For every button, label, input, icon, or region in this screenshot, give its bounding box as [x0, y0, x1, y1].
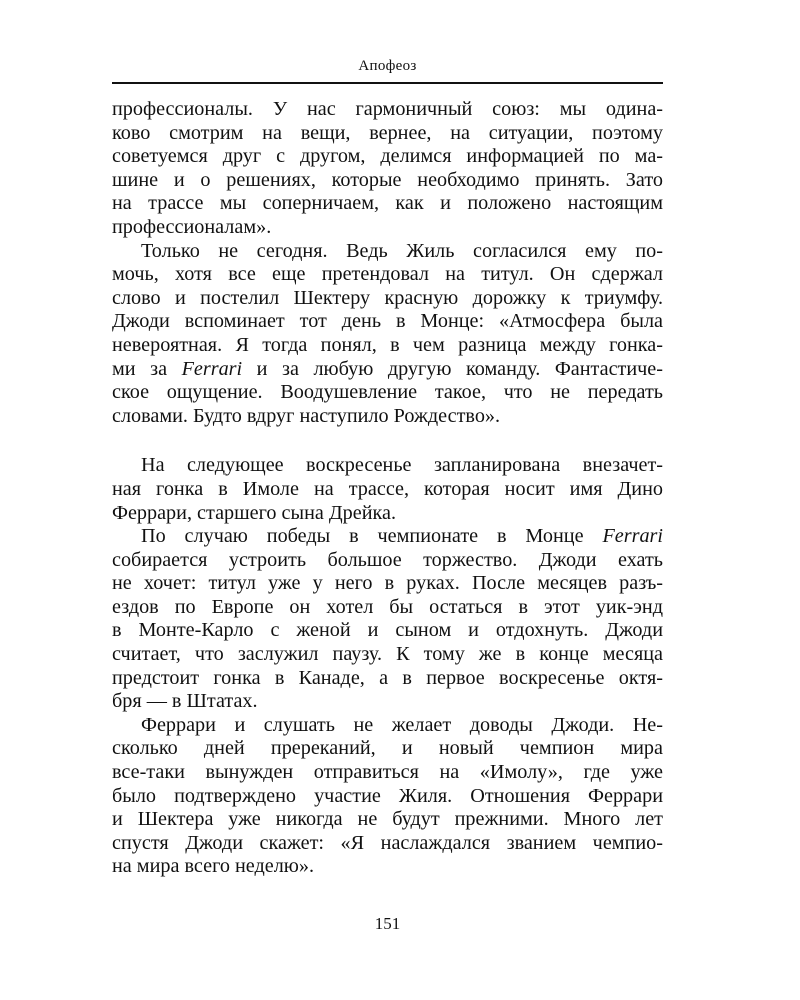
paragraph-4 [112, 525, 663, 714]
paragraph-2 [112, 240, 663, 429]
text-line-with-italic [112, 358, 663, 382]
italic-brand-name: Ferrari [181, 357, 243, 380]
text-segment: и за любую другую команду. Фантастиче- [242, 357, 663, 380]
text-line: невероятная. Я тогда понял, в чем разница между гонка- [112, 333, 663, 356]
text-line: ское ощущение. Воодушевление такое, что не передать [112, 381, 663, 404]
text-line: Джоди вспоминает тот день в Монце: «Атмосфера была [112, 310, 663, 333]
text-line: ково смотрим на вещи, вернее, на ситуации, поэтому [112, 121, 663, 144]
text-line: профессионалам». [112, 215, 272, 238]
text-line: слово и постелил Шектеру красную дорожку к триумфу. [112, 286, 663, 309]
text-line: собирается устроить большое торжество. Джоди ехать [112, 548, 663, 571]
text-line: шине и о решениях, которые необходимо принять. Зато [112, 168, 663, 191]
section-break [112, 428, 663, 454]
text-line: словами. Будто вдруг наступило Рождество». [112, 404, 501, 427]
text-segment: ми за [112, 357, 182, 380]
header-rule [112, 82, 663, 84]
text-line: советуемся друг с другом, делимся информацией по ма- [112, 145, 663, 168]
text-line: на мира всего неделю». [112, 855, 315, 878]
text-line: На следующее воскресенье запланирована внезачет- [141, 454, 663, 477]
text-line: предстоит гонка в Канаде, а в первое воскресенье октя- [112, 666, 663, 689]
body-text [112, 98, 663, 879]
paragraph-5 [112, 714, 663, 879]
text-segment: По случаю победы в чемпионате в Монце [141, 525, 603, 548]
page-number: 151 [374, 914, 401, 933]
running-head: Апофеоз [358, 58, 417, 74]
text-line: Только не сегодня. Ведь Жиль согласился ему по- [141, 239, 663, 262]
text-line: и Шектера уже никогда не будут прежними. Много лет [112, 808, 663, 831]
text-line: считает, что заслужил паузу. К тому же в конце месяца [112, 643, 663, 666]
text-line-with-italic [112, 525, 663, 549]
text-line: бря — в Штатах. [112, 690, 258, 713]
text-line: спустя Джоди скажет: «Я наслаждался званием чемпио- [112, 831, 663, 854]
text-line: Феррари, старшего сына Дрейка. [112, 501, 397, 524]
text-line: ная гонка в Имоле на трассе, которая носит имя Дино [112, 477, 663, 500]
text-line: мочь, хотя все еще претендовал на титул. Он сдержал [112, 263, 663, 286]
text-line: профессионалы. У нас гармоничный союз: мы одина- [112, 98, 663, 120]
text-line: ездов по Европе он хотел бы остаться в этот уик-энд [112, 595, 663, 618]
text-line: сколько дней пререканий, и новый чемпион мира [112, 737, 663, 760]
text-line: было подтверждено участие Жиля. Отношения Феррари [112, 784, 663, 807]
paragraph-1 [112, 98, 663, 240]
italic-brand-name: Ferrari [602, 525, 663, 548]
text-line: на трассе мы соперничаем, как и положено настоящим [112, 192, 663, 215]
paragraph-3 [112, 454, 663, 525]
text-line: все-таки вынужден отправиться на «Имолу», где уже [112, 761, 663, 784]
text-line: в Монте-Карло с женой и сыном и отдохнуть. Джоди [112, 619, 663, 642]
text-line: Феррари и слушать не желает доводы Джоди. Не- [141, 713, 663, 736]
text-line: не хочет: титул уже у него в руках. После месяцев разъ- [112, 572, 663, 595]
